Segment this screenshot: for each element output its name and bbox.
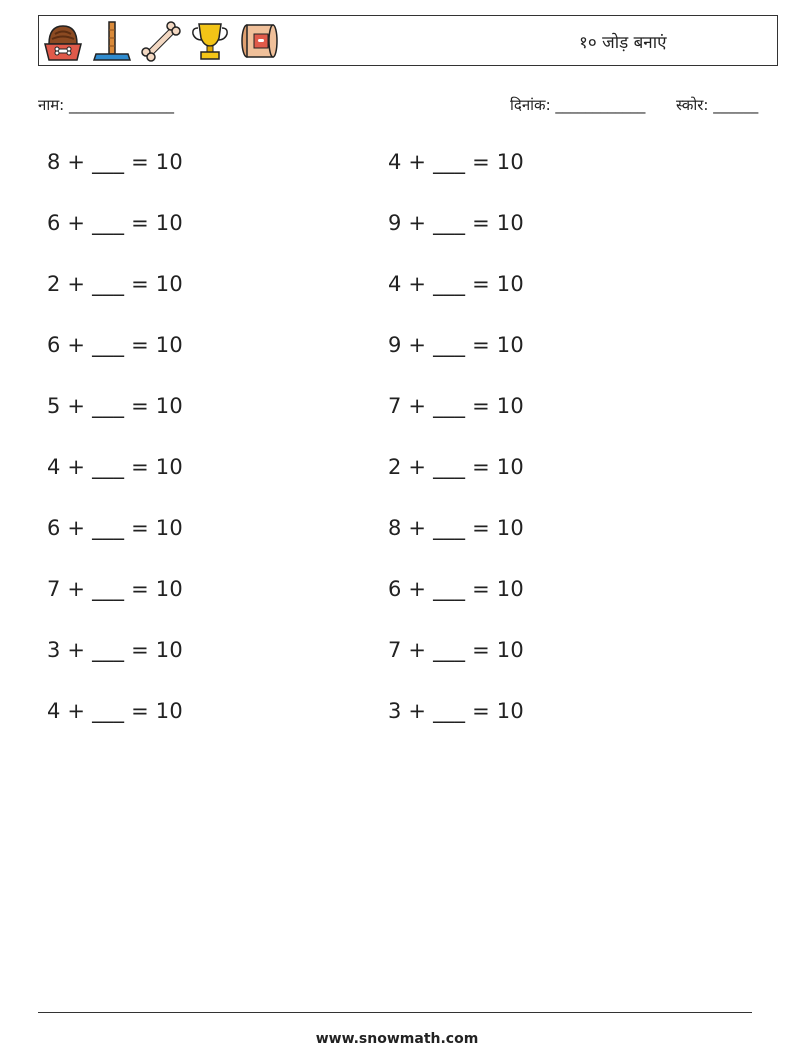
date-field: दिनांक: ____________ [510,96,646,114]
name-field: नाम: ______________ [38,96,175,114]
problem-right-9: 7 + ___ = 10 [388,638,524,662]
problem-left-8: 7 + ___ = 10 [47,577,183,601]
problem-left-5: 5 + ___ = 10 [47,394,183,418]
problem-right-6: 2 + ___ = 10 [388,455,524,479]
problem-left-4: 6 + ___ = 10 [47,333,183,357]
dog-bone-icon [141,20,181,62]
trophy-icon [190,20,230,62]
problem-right-10: 3 + ___ = 10 [388,699,524,723]
problem-left-2: 6 + ___ = 10 [47,211,183,235]
problem-left-1: 8 + ___ = 10 [47,150,183,174]
problem-right-3: 4 + ___ = 10 [388,272,524,296]
problem-right-8: 6 + ___ = 10 [388,577,524,601]
problem-right-7: 8 + ___ = 10 [388,516,524,540]
problem-right-2: 9 + ___ = 10 [388,211,524,235]
problem-left-7: 6 + ___ = 10 [47,516,183,540]
worksheet-header [38,15,778,66]
pet-tag-icon [239,20,279,62]
problem-right-5: 7 + ___ = 10 [388,394,524,418]
scratching-post-icon [92,20,132,62]
score-field: स्कोर: ______ [676,96,759,114]
problem-left-3: 2 + ___ = 10 [47,272,183,296]
worksheet-title: १० जोड़ बनाएं [579,33,667,53]
footer-divider [38,1012,752,1013]
problem-left-10: 4 + ___ = 10 [47,699,183,723]
problem-left-9: 3 + ___ = 10 [47,638,183,662]
footer-url: www.snowmath.com [315,1031,479,1047]
problem-right-4: 9 + ___ = 10 [388,333,524,357]
pet-food-bowl-icon [43,20,83,62]
problem-left-6: 4 + ___ = 10 [47,455,183,479]
problem-right-1: 4 + ___ = 10 [388,150,524,174]
header-icons [43,20,279,62]
